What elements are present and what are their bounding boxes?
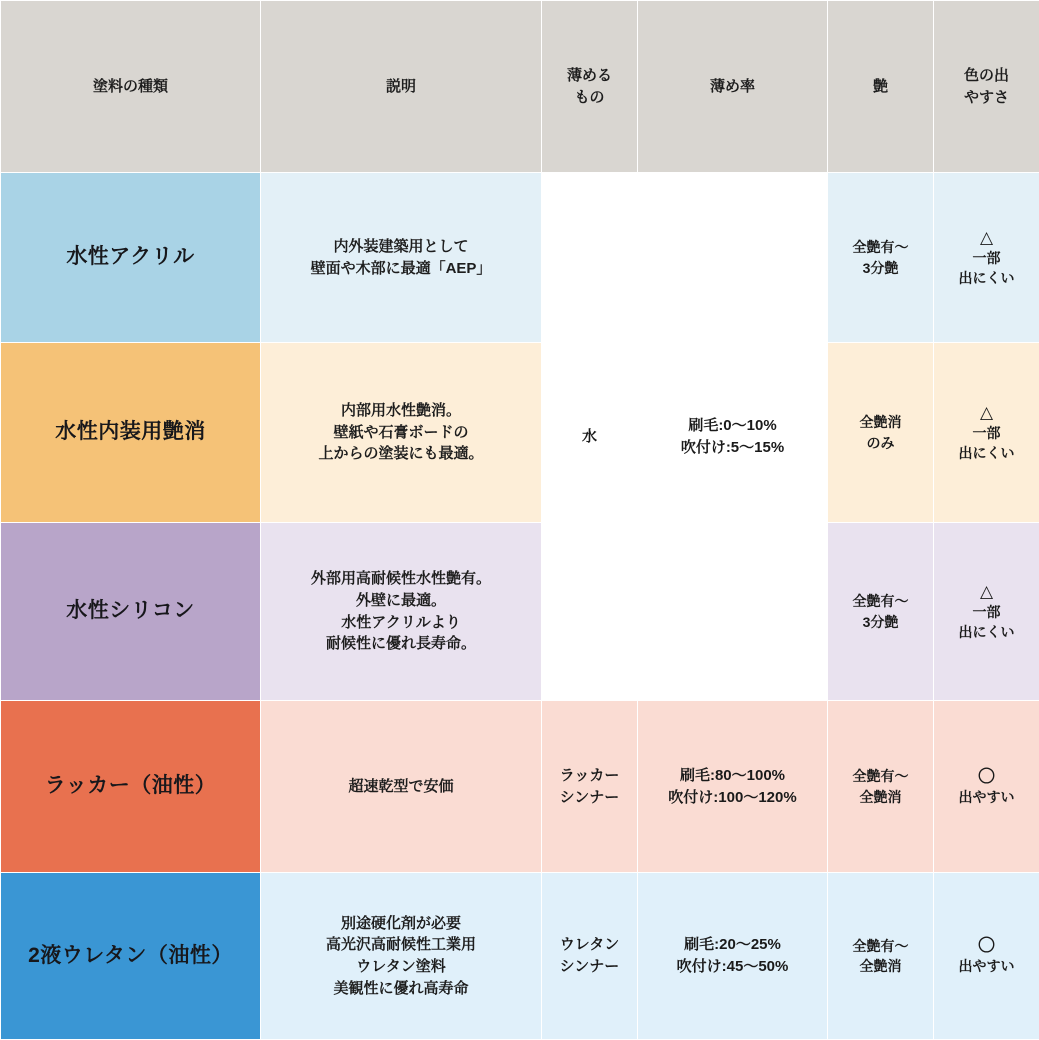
thinner-line: シンナー <box>548 787 631 809</box>
description-line: 内部用水性艶消。 <box>267 400 535 422</box>
table-row <box>1 523 1039 701</box>
table-header-row <box>1 1 1039 173</box>
color-ease-cell <box>934 173 1039 343</box>
description-line: 外壁に最適。 <box>267 590 535 612</box>
header-thinner <box>542 1 638 173</box>
table-row <box>1 343 1039 523</box>
description-line: 水性アクリルより <box>267 612 535 634</box>
gloss-cell <box>828 873 934 1040</box>
description-cell <box>261 523 542 701</box>
description-cell <box>261 173 542 343</box>
header-gloss: 艶 <box>828 1 934 173</box>
dilution-rate-cell-water <box>638 173 828 701</box>
description-cell <box>261 343 542 523</box>
header-thinner-line-2: もの <box>548 87 631 109</box>
gloss-line: 全艶有〜 <box>834 766 927 786</box>
gloss-line: のみ <box>834 433 927 453</box>
description-line: 高光沢高耐候性工業用 <box>267 934 535 956</box>
thinner-cell <box>542 873 638 1040</box>
dilution-rate-line: 吹付け:100〜120% <box>644 787 821 809</box>
paint-type-cell: 水性内装用艶消 <box>1 343 261 523</box>
color-ease-note: 出にくい <box>940 443 1033 463</box>
header-color-ease-line-1: 色の出 <box>940 65 1033 87</box>
header-dilution-rate: 薄め率 <box>638 1 828 173</box>
header-paint-type: 塗料の種類 <box>1 1 261 173</box>
dilution-rate-line: 吹付け:5〜15% <box>644 437 821 459</box>
color-ease-note: 出にくい <box>940 268 1033 288</box>
color-ease-mark: △ <box>940 227 1033 248</box>
dilution-rate-cell <box>638 701 828 873</box>
gloss-line: 全艶消 <box>834 956 927 976</box>
paint-type-cell: ラッカー（油性） <box>1 701 261 873</box>
thinner-cell <box>542 701 638 873</box>
description-cell <box>261 873 542 1040</box>
description-line: 超速乾型で安価 <box>267 776 535 798</box>
color-ease-mark: △ <box>940 581 1033 602</box>
gloss-line: 全艶有〜 <box>834 591 927 611</box>
thinner-line: シンナー <box>548 956 631 978</box>
gloss-line: 全艶有〜 <box>834 936 927 956</box>
paint-type-cell: 2液ウレタン（油性） <box>1 873 261 1040</box>
dilution-rate-line: 刷毛:0〜10% <box>644 415 821 437</box>
header-color-ease-line-2: やすさ <box>940 87 1033 109</box>
color-ease-note: 出やすい <box>940 956 1033 976</box>
description-line: 外部用高耐候性水性艶有。 <box>267 568 535 590</box>
description-line: 上からの塗装にも最適。 <box>267 443 535 465</box>
gloss-line: 全艶消 <box>834 787 927 807</box>
header-thinner-line-1: 薄める <box>548 65 631 87</box>
gloss-cell <box>828 701 934 873</box>
description-line: 壁紙や石膏ボードの <box>267 422 535 444</box>
thinner-line: ラッカー <box>548 765 631 787</box>
table-row <box>1 701 1039 873</box>
header-color-ease <box>934 1 1039 173</box>
thinner-line: ウレタン <box>548 934 631 956</box>
color-ease-note: 一部 <box>940 423 1033 443</box>
color-ease-note: 一部 <box>940 248 1033 268</box>
color-ease-note: 一部 <box>940 602 1033 622</box>
gloss-line: 3分艶 <box>834 612 927 632</box>
table-row <box>1 173 1039 343</box>
description-line: ウレタン塗料 <box>267 956 535 978</box>
color-ease-mark: △ <box>940 402 1033 423</box>
description-line: 内外装建築用として <box>267 236 535 258</box>
color-ease-mark: 〇 <box>940 935 1033 956</box>
description-line: 耐候性に優れ長寿命。 <box>267 633 535 655</box>
dilution-rate-line: 吹付け:45〜50% <box>644 956 821 978</box>
gloss-cell <box>828 173 934 343</box>
dilution-rate-line: 刷毛:80〜100% <box>644 765 821 787</box>
color-ease-cell <box>934 701 1039 873</box>
gloss-cell <box>828 343 934 523</box>
table-row <box>1 873 1039 1040</box>
description-line: 壁面や木部に最適「AEP」 <box>267 258 535 280</box>
description-cell <box>261 701 542 873</box>
color-ease-mark: 〇 <box>940 766 1033 787</box>
description-line: 別途硬化剤が必要 <box>267 913 535 935</box>
gloss-line: 3分艶 <box>834 258 927 278</box>
color-ease-cell <box>934 873 1039 1040</box>
gloss-line: 全艶消 <box>834 412 927 432</box>
dilution-rate-line: 刷毛:20〜25% <box>644 934 821 956</box>
header-description: 説明 <box>261 1 542 173</box>
color-ease-note: 出やすい <box>940 787 1033 807</box>
dilution-rate-cell <box>638 873 828 1040</box>
paint-type-cell: 水性シリコン <box>1 523 261 701</box>
color-ease-note: 出にくい <box>940 622 1033 642</box>
paint-type-cell: 水性アクリル <box>1 173 261 343</box>
gloss-cell <box>828 523 934 701</box>
thinner-cell-water: 水 <box>542 173 638 701</box>
color-ease-cell <box>934 523 1039 701</box>
color-ease-cell <box>934 343 1039 523</box>
gloss-line: 全艶有〜 <box>834 237 927 257</box>
description-line: 美観性に優れ高寿命 <box>267 978 535 1000</box>
